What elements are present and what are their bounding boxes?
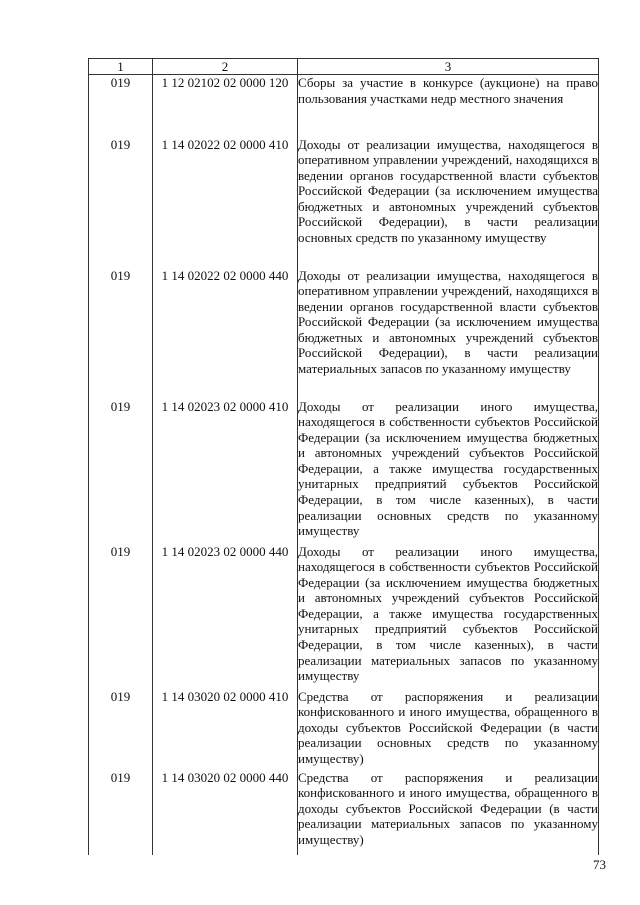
revenue-code: 1 14 03020 02 0000 410 (153, 689, 298, 770)
column-header-1: 1 (89, 59, 153, 75)
revenue-code: 1 14 02023 02 0000 410 (153, 399, 298, 544)
table-row (89, 544, 599, 689)
table-header-row (89, 59, 599, 75)
revenue-description: Доходы от реализации имущества, находящегося в оперативном управлении учреждений, находящихся в ведении органов государственной власти субъектов Российской Федерации (за исключением имущества бюджетных и автономных учреждений субъектов Российской Федерации), в части реализации основных средств по указанному имуществу (298, 137, 599, 268)
revenue-description: Средства от распоряжения и реализации конфискованного и иного имущества, обращенного в доходы субъектов Российской Федерации (в части реализации материальных запасов по указанному имуществу) (298, 770, 599, 855)
revenue-description: Доходы от реализации имущества, находящегося в оперативном управлении учреждений, находящихся в ведении органов государственной власти субъектов Российской Федерации (за исключением имущества бюджетных и автономных учреждений субъектов Российской Федерации), в части реализации материальных запасов по указанному имуществу (298, 268, 599, 399)
table-row (89, 137, 599, 268)
admin-code: 019 (89, 399, 153, 544)
revenue-code: 1 14 02023 02 0000 440 (153, 544, 298, 689)
admin-code: 019 (89, 689, 153, 770)
revenue-code: 1 12 02102 02 0000 120 (153, 75, 298, 137)
page-number: 73 (593, 857, 606, 872)
column-header-3: 3 (298, 59, 599, 75)
revenue-description: Доходы от реализации иного имущества, находящегося в собственности субъектов Российской Федерации (за исключением имущества бюджетных и автономных учреждений субъектов Российской Федерации, а также имущества государственных унитарных предприятий субъектов Российской Федерации, в том числе казенных), в части реализации основных средств по указанному имуществу (298, 399, 599, 544)
admin-code: 019 (89, 268, 153, 399)
admin-code: 019 (89, 137, 153, 268)
admin-code: 019 (89, 544, 153, 689)
revenue-description: Средства от распоряжения и реализации конфискованного и иного имущества, обращенного в доходы субъектов Российской Федерации (в части реализации основных средств по указанному имуществу) (298, 689, 599, 770)
table-row (89, 689, 599, 770)
table-row (89, 75, 599, 137)
revenue-description: Доходы от реализации иного имущества, находящегося в собственности субъектов Российской Федерации (за исключением имущества бюджетных и автономных учреждений субъектов Российской Федерации, а также имущества государственных унитарных предприятий субъектов Российской Федерации, в том числе казенных), в части реализации материальных запасов по указанному имуществу (298, 544, 599, 689)
column-header-2: 2 (153, 59, 298, 75)
revenue-codes-table (88, 58, 599, 855)
revenue-description: Сборы за участие в конкурсе (аукционе) на право пользования участками недр местного значения (298, 75, 599, 137)
table-row (89, 770, 599, 855)
admin-code: 019 (89, 770, 153, 855)
revenue-code: 1 14 02022 02 0000 440 (153, 268, 298, 399)
revenue-code: 1 14 02022 02 0000 410 (153, 137, 298, 268)
table-row (89, 268, 599, 399)
table-row (89, 399, 599, 544)
admin-code: 019 (89, 75, 153, 137)
revenue-code: 1 14 03020 02 0000 440 (153, 770, 298, 855)
